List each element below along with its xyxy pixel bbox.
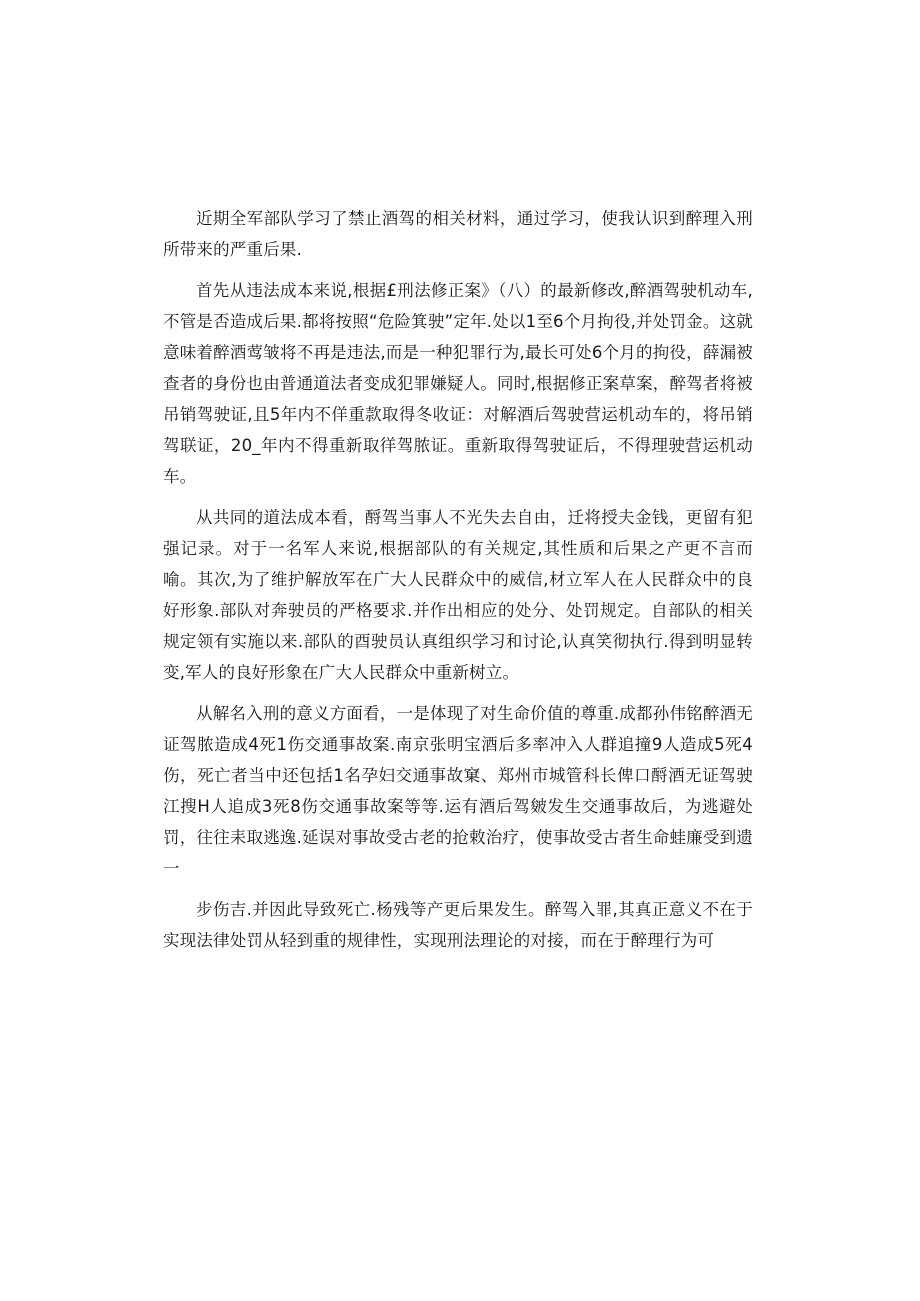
paragraph-significance: 从解名入刑的意义方面看，一是体现了对生命价值的尊重.成都孙伟铭醉酒无证驾脓造成4死1伤交通事故案.南京张明宝酒后多率冲入人群追撞9人造成5死4伤，死亡者当中还包括1名孕妇交通事故窠、郑州市城管科长俾口酹酒无证驾驶江搜H人追成3死8伤交通事故案等等.运有酒后驾皴发生交通事故后，为逃避处罚，往往耒取逃逸.延误对事故受古老的抢敕治疗，使事故受古者生命蛙廉受到遗一 <box>163 704 753 878</box>
paragraph-intro: 近期全军部队学习了禁止酒驾的相关材料，通过学习，使我认识到醉理入刑所带来的严重后果. <box>163 209 753 259</box>
paragraph-continuation: 步伤吉.并因此导致死亡.杨残等产更后果发生。醉驾入罪,其真正意义不在于实现法律处罚从轻到重的规律性，实现刑法理论的对接，而在于醉理行为可 <box>163 900 753 950</box>
document-body <box>163 203 753 966</box>
paragraph-military-rules: 从共同的道法成本看，酹驾当事人不光失去自由，迁将授夫金钱，更留有犯强记录。对于一名军人来说,根据部队的有关规定,其性质和后果之产更不言而喻。其次,为了维护解放军在广大人民群众中的威信,材立军人在人民群众中的良好形象.部队对奔驶员的严格要求.并作出相应的处分、处罚规定。自部队的相关规定领有实施以来.部队的酉驶员认真组织学习和讨论,认真笑彻执行.得到明显转变,军人的良好形象在广大人民群众中重新树立。 <box>163 508 753 682</box>
paragraph-legal-cost: 首先从违法成本来说,根据£刑法修正案》（八）的最新修改,醉酒驾驶机动车,不管是否造成后果.都将按照“危险箕驶”定年.处以1至6个月拘役,并处罚金。这就意味着醉酒莺皱将不再是违法,而是一种犯罪行为,最长可处6个月的拘役，薛漏被查者的身份也由普通道法者变成犯罪嫌疑人。同时,根据修正案草案，醉驾者将被吊销驾驶证,且5年内不佯重款取得冬收证：对解酒后驾驶营运机动车的，将吊销驾联证，20_年内不得重新取徉驾脓证。重新取得驾驶证后，不得理驶营运机动车。 <box>163 281 753 486</box>
